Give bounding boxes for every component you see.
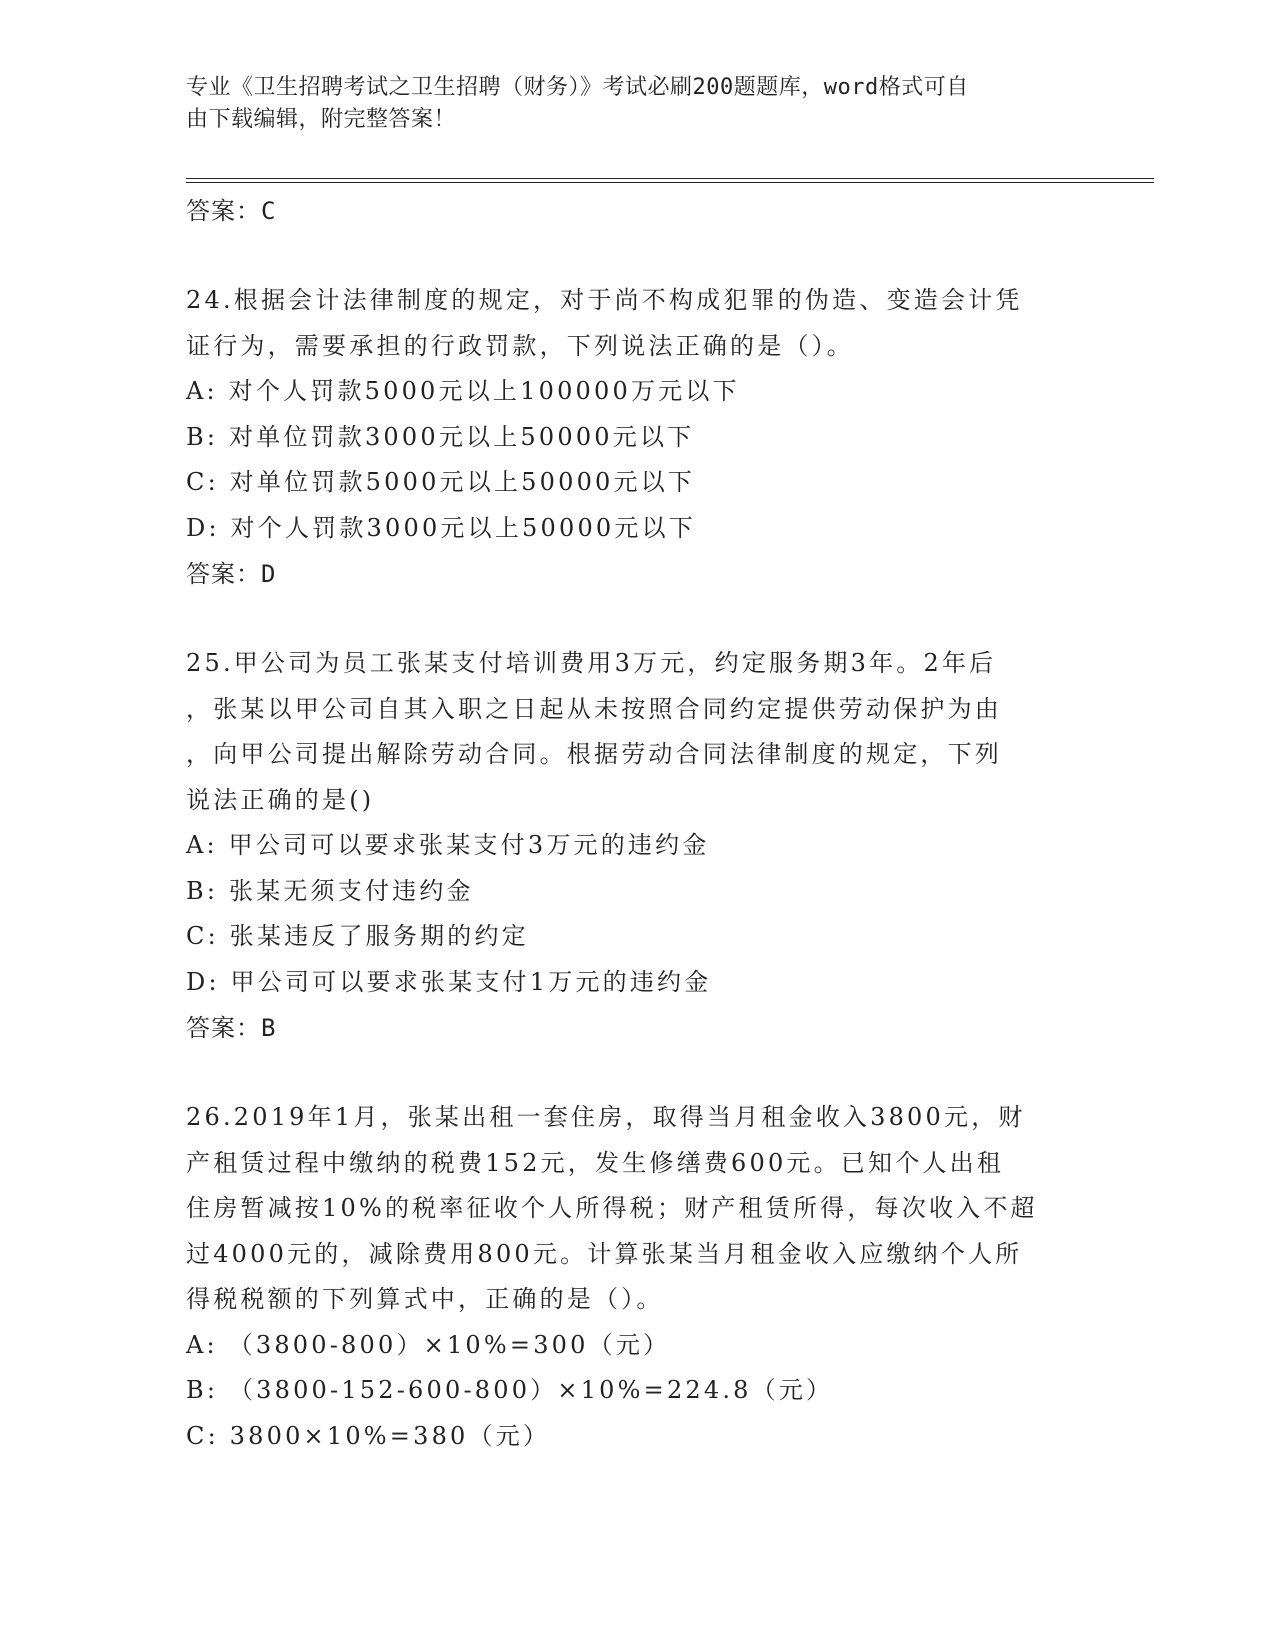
question-text-line: 产租赁过程中缴纳的税费152元，发生修缮费600元。已知个人出租 — [186, 1148, 1005, 1177]
option-b: B: 张某无须支付违约金 — [186, 876, 474, 905]
answer-line: 答案：D — [186, 560, 277, 588]
option-c: C: 张某违反了服务期的约定 — [186, 922, 529, 950]
document-header — [186, 72, 1086, 136]
question-text-line: ，张某以甲公司自其入职之日起从未按照合同约定提供劳动保护为由 — [186, 694, 1002, 723]
header-divider — [186, 178, 1154, 183]
option-d: D: 对个人罚款3000元以上50000元以下 — [186, 513, 696, 542]
question-text-line: ，向甲公司提出解除劳动合同。根据劳动合同法律制度的规定，下列 — [186, 740, 1002, 768]
option-c: C: 3800×10%=380（元） — [186, 1421, 551, 1450]
question-list — [186, 188, 1154, 1459]
option-a: A: 对个人罚款5000元以上100000万元以下 — [186, 377, 740, 405]
header-line-2: 由下载编辑，附完整答案！ — [186, 107, 457, 132]
question-text-line: 25.甲公司为员工张某支付培训费用3万元，约定服务期3年。2年后 — [186, 649, 997, 677]
option-c: C: 对单位罚款5000元以上50000元以下 — [186, 468, 696, 496]
option-b: B: （3800-152-600-800）×10%=224.8（元） — [186, 1376, 834, 1404]
question-text-line: 证行为，需要承担的行政罚款，下列说法正确的是（）。 — [186, 331, 854, 360]
question-25 — [186, 641, 1154, 1051]
question-text-line: 说法正确的是() — [186, 785, 375, 814]
question-text-line: 得税税额的下列算式中，正确的是（）。 — [186, 1285, 664, 1313]
question-text-line: 24.根据会计法律制度的规定，对于尚不构成犯罪的伪造、变造会计凭 — [186, 286, 1023, 314]
question-text-line: 26.2019年1月，张某出租一套住房，取得当月租金收入3800元，财 — [186, 1103, 1026, 1131]
option-d: D: 甲公司可以要求张某支付1万元的违约金 — [186, 967, 712, 996]
question-26 — [186, 1095, 1154, 1459]
option-b: B: 对单位罚款3000元以上50000元以下 — [186, 422, 695, 451]
question-text-line: 住房暂减按10%的税率征收个人所得税；财产租赁所得，每次收入不超 — [186, 1194, 1038, 1222]
spacer — [186, 234, 1154, 278]
option-a: A: （3800-800）×10%=300（元） — [186, 1330, 671, 1359]
spacer — [186, 1051, 1154, 1095]
question-24 — [186, 278, 1154, 597]
spacer — [186, 597, 1154, 641]
question-text-line: 过4000元的，减除费用800元。计算张某当月租金收入应缴纳个人所 — [186, 1239, 1023, 1268]
answer-line: 答案：C — [186, 197, 277, 225]
answer-line: 答案：B — [186, 1014, 277, 1042]
header-line-1: 专业《卫生招聘考试之卫生招聘（财务）》考试必刷200题题库，word格式可自 — [186, 75, 969, 100]
option-a: A: 甲公司可以要求张某支付3万元的违约金 — [186, 831, 710, 859]
